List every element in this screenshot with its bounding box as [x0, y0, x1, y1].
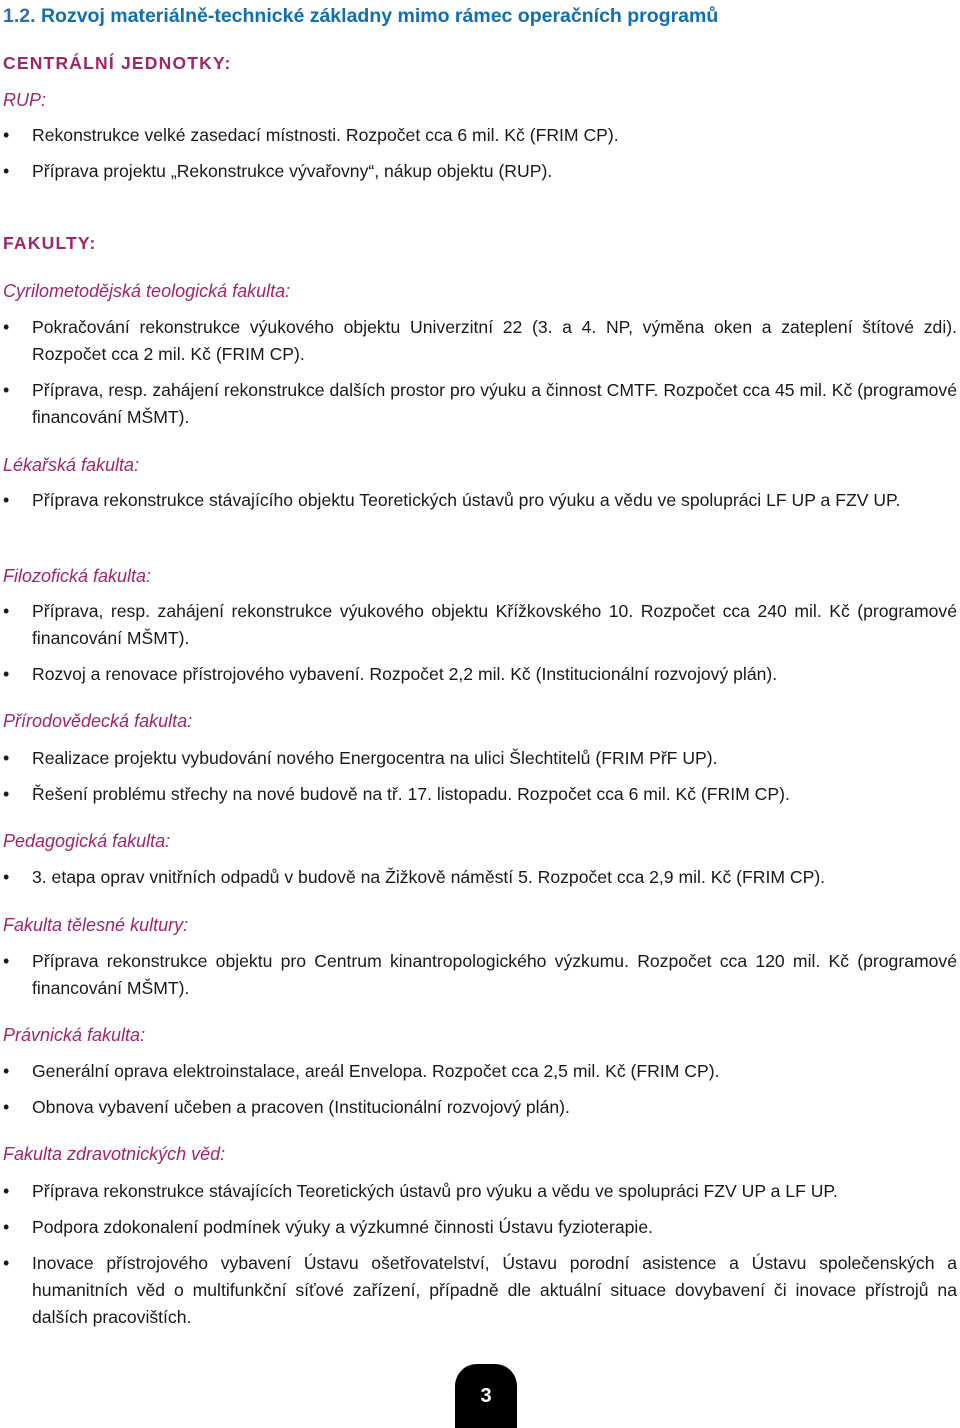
section-heading — [3, 4, 953, 28]
bullet-icon: • — [3, 317, 10, 337]
list-item: • Příprava rekonstrukce objektu pro Centrum kinantropologického výzkumu. Rozpočet cca 120 mil. Kč (programové financování MŠMT). — [3, 948, 957, 1002]
list-item: • Inovace přístrojového vybavení Ústavu ošetřovatelství, Ústavu porodní asistence a Ústavu společenských a humanitních věd o multifunkční síťové zařízení, případně dle aktuální situace dovybavení či inovace přístrojů na dalších pracovištích. — [3, 1250, 957, 1331]
list-item: • Rozvoj a renovace přístrojového vybavení. Rozpočet 2,2 mil. Kč (Institucionální rozvojový plán). — [3, 661, 957, 688]
list-item: • Podpora zdokonalení podmínek výuky a výzkumné činnosti Ústavu fyzioterapie. — [3, 1214, 957, 1241]
bullet-icon: • — [3, 867, 10, 887]
ctf-label: Cyrilometodějská teologická fakulta: — [3, 281, 291, 301]
bullet-icon: • — [3, 380, 10, 400]
ff-label: Filozofická fakulta: — [3, 566, 152, 586]
bullet-icon: • — [3, 161, 10, 181]
bullet-icon: • — [3, 748, 10, 768]
page-number-badge — [455, 1364, 517, 1428]
list-item: • Řešení problému střechy na nové budově na tř. 17. listopadu. Rozpočet cca 6 mil. Kč (FRIM CP). — [3, 781, 957, 808]
list-item: • Obnova vybavení učeben a pracoven (Institucionální rozvojový plán). — [3, 1094, 957, 1121]
bullet-icon: • — [3, 1097, 10, 1117]
list-item: • Generální oprava elektroinstalace, areál Envelopa. Rozpočet cca 2,5 mil. Kč (FRIM CP). — [3, 1058, 957, 1085]
lf-label: Lékařská fakulta: — [3, 455, 140, 475]
list-item: • Rekonstrukce velké zasedací místnosti. Rozpočet cca 6 mil. Kč (FRIM CP). — [3, 122, 957, 149]
faculties-label: FAKULTY: — [3, 233, 97, 253]
bullet-icon: • — [3, 1061, 10, 1081]
list-item: • 3. etapa oprav vnitřních odpadů v budově na Žižkově náměstí 5. Rozpočet cca 2,9 mil. Kč (FRIM CP). — [3, 864, 957, 891]
list-item: • Příprava projektu „Rekonstrukce vývařovny“, nákup objektu (RUP). — [3, 158, 957, 185]
bullet-icon: • — [3, 1217, 10, 1237]
bullet-icon: • — [3, 125, 10, 145]
page-number: 3 — [480, 1384, 492, 1407]
bullet-icon: • — [3, 1181, 10, 1201]
bullet-icon: • — [3, 601, 10, 621]
list-item: • Příprava, resp. zahájení rekonstrukce výukového objektu Křížkovského 10. Rozpočet cca 240 mil. Kč (programové financování MŠMT). — [3, 598, 957, 652]
bullet-icon: • — [3, 1253, 10, 1273]
pf-label: Právnická fakulta: — [3, 1025, 146, 1045]
ftk-label: Fakulta tělesné kultury: — [3, 915, 189, 935]
fzv-label: Fakulta zdravotnických věd: — [3, 1144, 226, 1164]
list-item: • Příprava, resp. zahájení rekonstrukce dalších prostor pro výuku a činnost CMTF. Rozpočet cca 45 mil. Kč (programové financování MŠMT). — [3, 377, 957, 431]
list-item: • Pokračování rekonstrukce výukového objektu Univerzitní 22 (3. a 4. NP, výměna oken a zateplení štítové zdi). Rozpočet cca 2 mil. Kč (FRIM CP). — [3, 314, 957, 368]
section-number: 1.2. — [3, 5, 36, 27]
list-item: • Příprava rekonstrukce stávajícího objektu Teoretických ústavů pro výuku a vědu ve spolupráci LF UP a FZV UP. — [3, 487, 957, 514]
central-units-label: CENTRÁLNÍ JEDNOTKY: — [3, 53, 232, 73]
list-item: • Příprava rekonstrukce stávajících Teoretických ústavů pro výuku a vědu ve spolupráci FZV UP a LF UP. — [3, 1178, 957, 1205]
pdf-label: Pedagogická fakulta: — [3, 831, 171, 851]
bullet-icon: • — [3, 784, 10, 804]
rup-label: RUP: — [3, 90, 47, 110]
bullet-icon: • — [3, 951, 10, 971]
section-title: Rozvoj materiálně-technické základny mimo rámec operačních programů — [40, 5, 719, 27]
bullet-icon: • — [3, 664, 10, 684]
bullet-icon: • — [3, 490, 10, 510]
list-item: • Realizace projektu vybudování nového Energocentra na ulici Šlechtitelů (FRIM PřF UP). — [3, 745, 957, 772]
prf-label: Přírodovědecká fakulta: — [3, 711, 193, 731]
